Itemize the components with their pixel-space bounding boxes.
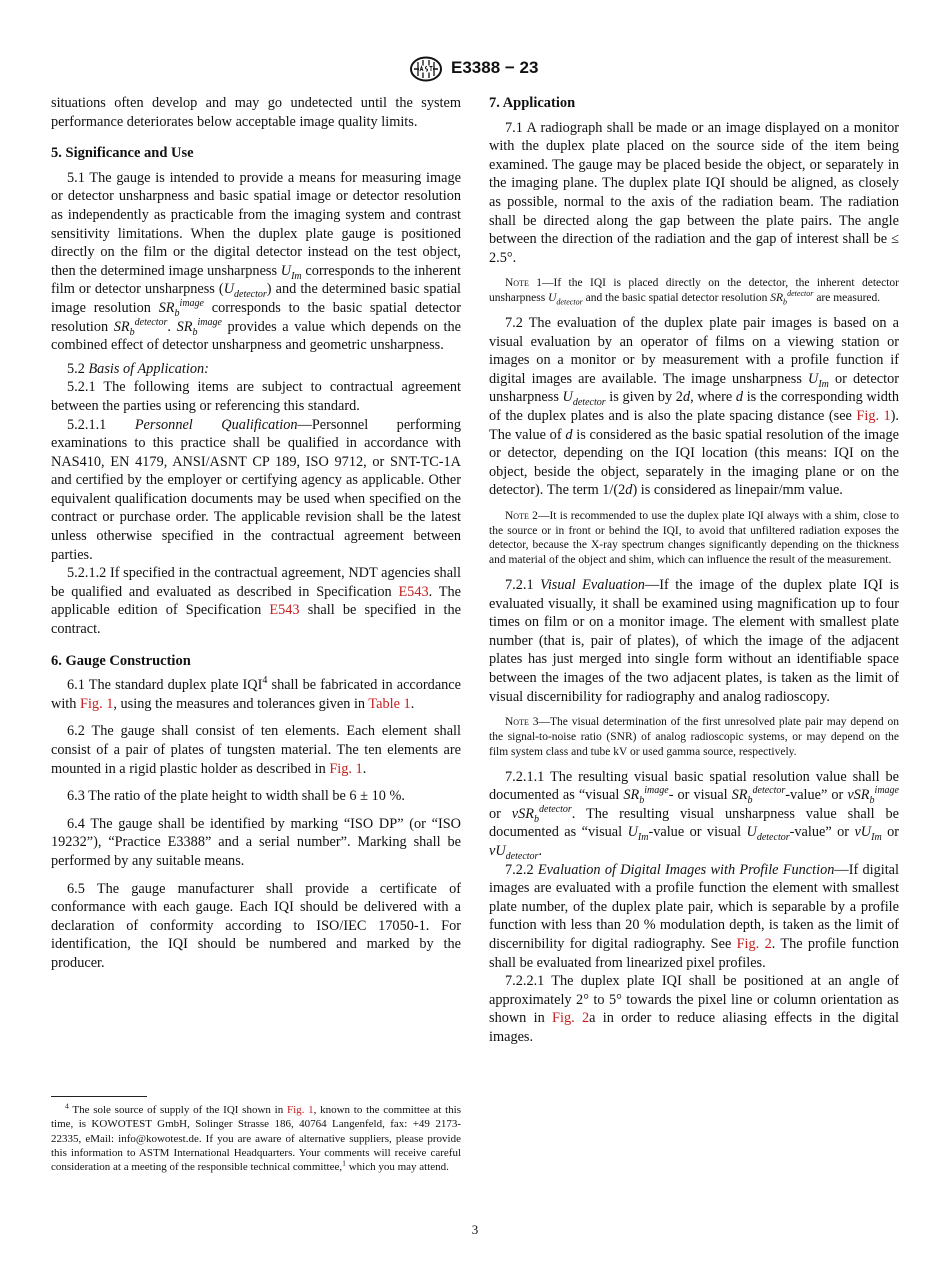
paragraph-7-2-1: 7.2.1 Visual Evaluation—If the image of the duplex plate IQI is evaluated visually, it shall be examined using magnification up to four times on film or on a monitor image. The element with smallest plate number (that is, pair of plates), of which the image of the adjacent plates has just merged into single form without an identifiable space between the images of the two adjacent plates, is taken as the limit of visual discernibility for radiography and analog radioscopy. — [489, 577, 899, 705]
astm-logo-icon — [409, 56, 443, 82]
paragraph-5-2-1-1: 5.2.1.1 Personnel Qualification—Personnel performing examinations to this practice shall be qualified in accordance with NAS410, EN 4179, ANSI/ASNT CP 189, ISO 9712, or SNT-TC-1A and certified by the employer or certifying agency as applicable. Other equivalent qualification documents may be used when specified on the contract or purchase order. The applicable revision shall be the latest unless otherwise specified in the contractual agreement between parties. — [51, 416, 461, 563]
section-7-heading: 7. Application — [489, 95, 576, 111]
paragraph-7-2: 7.2 The evaluation of the duplex plate pair images is based on a visual evaluation by an operator of films on a viewing station or images on a monitor or by measurement with a profile function if digital images are available. The image unsharpness $U_{Im}$ or detector unsharpness $U_{detector}$ is given by 2d, where d is the corresponding width of the duplex plates and is also the plate spacing distance (see Fig. 1). The value of d is considered as the basic spatial resolution of the image or detector, depending on the IQI location (this means: IQI on the object, beside the object, separately in the imaging plane or on the detector). The term 1/(2d) is considered as linepair/mm value. — [489, 314, 900, 499]
paragraph-5-2-1: 5.2.1 The following items are subject to contractual agreement between the parties using or referencing this standard. — [51, 379, 461, 414]
link-table-1[interactable]: Table 1 — [368, 695, 411, 712]
paragraph-continuation: situations often develop and may go undetected until the system performance deteriorates below acceptable image quality limits. — [51, 95, 461, 130]
paragraph-6-1: 6.1 The standard duplex plate IQI$^4$ shall be fabricated in accordance with Fig. 1, using the measures and tolerances given in Table 1. — [51, 675, 461, 712]
footnote-rule — [51, 1096, 147, 1097]
right-column — [489, 94, 899, 1047]
standard-designation: E3388 − 23 — [451, 58, 539, 77]
link-fig-1[interactable]: Fig. 1 — [286, 1104, 314, 1116]
link-fig-2[interactable]: Fig. 2 — [736, 935, 772, 952]
link-fig-1[interactable]: Fig. 1 — [856, 407, 891, 424]
paragraph-5-2: 5.2 Basis of Application: — [67, 360, 209, 377]
link-fig-2[interactable]: Fig. 2 — [552, 1010, 590, 1027]
link-e543[interactable]: E543 — [398, 583, 429, 600]
section-6-heading: 6. Gauge Construction — [51, 652, 191, 669]
link-e543[interactable]: E543 — [269, 602, 300, 619]
paragraph-7-1: 7.1 A radiograph shall be made or an image displayed on a monitor with the duplex plate placed on the source side of the item being examined. The gauge may be placed beside the object, or separately in the imaging plane. The duplex plate IQI should be aligned, as closely as possible, normal to the axis of the radiation beam. The radiation shall be directed along the gap between the plate pairs. The angle between the direction of the radiation and the gap of interest shall be ≤ 2.5°. — [489, 119, 899, 266]
note-3: Note 3—The visual determination of the first unresolved plate pair may depend on the signal-to-noise ratio (SNR) of analog radioscopic systems, or may depend on the film system class and tube kV or used gamma source, respectively. — [489, 716, 899, 758]
paragraph-5-2-1-2: 5.2.1.2 If specified in the contractual agreement, NDT agencies shall be qualified and evaluated as described in Specification E543. The applicable edition of Specification E543 shall be specified in the contract. — [51, 565, 461, 638]
link-fig-1[interactable]: Fig. 1 — [80, 695, 114, 712]
section-5-heading: 5. Significance and Use — [51, 145, 194, 162]
page-number: 3 — [471, 1222, 479, 1237]
paragraph-6-2: 6.2 The gauge shall consist of ten elements. Each element shall consist of a pair of plates of tungsten material. The ten elements are mounted in a rigid plastic holder as described in Fig. 1. — [51, 723, 461, 777]
paragraph-7-2-2-1: 7.2.2.1 The duplex plate IQI shall be positioned at an angle of approximately 2° to 5° towards the pixel line or column orientation as shown in Fig. 2a in order to reduce aliasing effects in the digital images. — [489, 973, 900, 1045]
note-1: Note 1—If the IQI is placed directly on the detector, the inherent detector unsharpness $U_{detector}$ and the basic spatial detector resolution $SR_b^{detector}$ are measured. — [489, 277, 899, 307]
paragraph-6-4: 6.4 The gauge shall be identified by marking “ISO DP” (or “ISO 19232”), “Practice E3388” and a serial number”. Marking shall be performed by any suitable means. — [51, 815, 461, 869]
paragraph-6-3: 6.3 The ratio of the plate height to width shall be 6 ± 10 %. — [67, 788, 405, 805]
footnote-4: $^4$ The sole source of supply of the IQI shown in Fig. 1, known to the committee at this time, is KOWOTEST GmbH, Solinger Strasse 186, 40764 Langenfeld, fax: +49 2173-22335, eMail: info@kowotest.de. If you are aware of alternative suppliers, please provide this information to ASTM International Headquarters. Your comments will receive careful consideration at a meeting of the responsible technical committee,$^1$ which you may attend. — [51, 1101, 461, 1174]
paragraph-7-2-2: 7.2.2 Evaluation of Digital Images with Profile Function—If digital images are evaluated with a profile function the element with smallest plate number, of the duplex plate pair, which is separable by a profile function with less than 20 % modulation depth, is taken as the limit of discernibility for digital radiography. See Fig. 2. The profile function shall be evaluated from linearized pixel profiles. — [489, 861, 900, 971]
paragraph-7-2-1-1: 7.2.1.1 The resulting visual basic spatial resolution value shall be documented as “visual $SR_b^{image}-$ or visual $SR_b^{detector}$-value” or vSR$_b^{image}$ or vSR$_b^{detector}$. The resulting visual unsharpness value shall be documented as “visual $U_{Im}$-value or visual $U_{detector}$-value” or $vU_{Im}$ or $vU_{detector}$. — [489, 768, 900, 862]
paragraph-5-1: 5.1 The gauge is intended to provide a means for measuring image or detector unsharpness and basic spatial image or detector resolution as independently as practicable from the imaging system and contrast sensitivity limitations. When the duplex plate gauge is positioned directly on the film or the digital detector instead on the test object, then the determined image unsharpness $U_{Im}$ corresponds to the inherent film or detector unsharpness $(U_{detector})$ and the determined basic spatial image resolution $SR_b^{image}$ corresponds to the basic spatial detector resolution $SR_b^{detector}$. $SR_b^{image}$ provides a value which depends on the combined effect of detector unsharpness and geometric unsharpness. — [51, 169, 462, 354]
link-fig-1[interactable]: Fig. 1 — [329, 760, 363, 777]
page-header — [0, 56, 950, 84]
left-column — [51, 94, 461, 973]
paragraph-6-5: 6.5 The gauge manufacturer shall provide a certificate of conformance with each gauge. Each IQI should be delivered with a declaration of conformity according to ISO/IEC 17050-1. For identification, the IQI should be numbered and marked by the producer. — [51, 880, 461, 971]
note-2: Note 2—It is recommended to use the duplex plate IQI always with a shim, close to the source or in front or behind the IQI, to avoid that unfiltered radiation exposes the detector, because the X-ray spectrum changes significantly depending on the thickness and material of the object and shim, which can influence the result of the measurement. — [489, 509, 899, 567]
